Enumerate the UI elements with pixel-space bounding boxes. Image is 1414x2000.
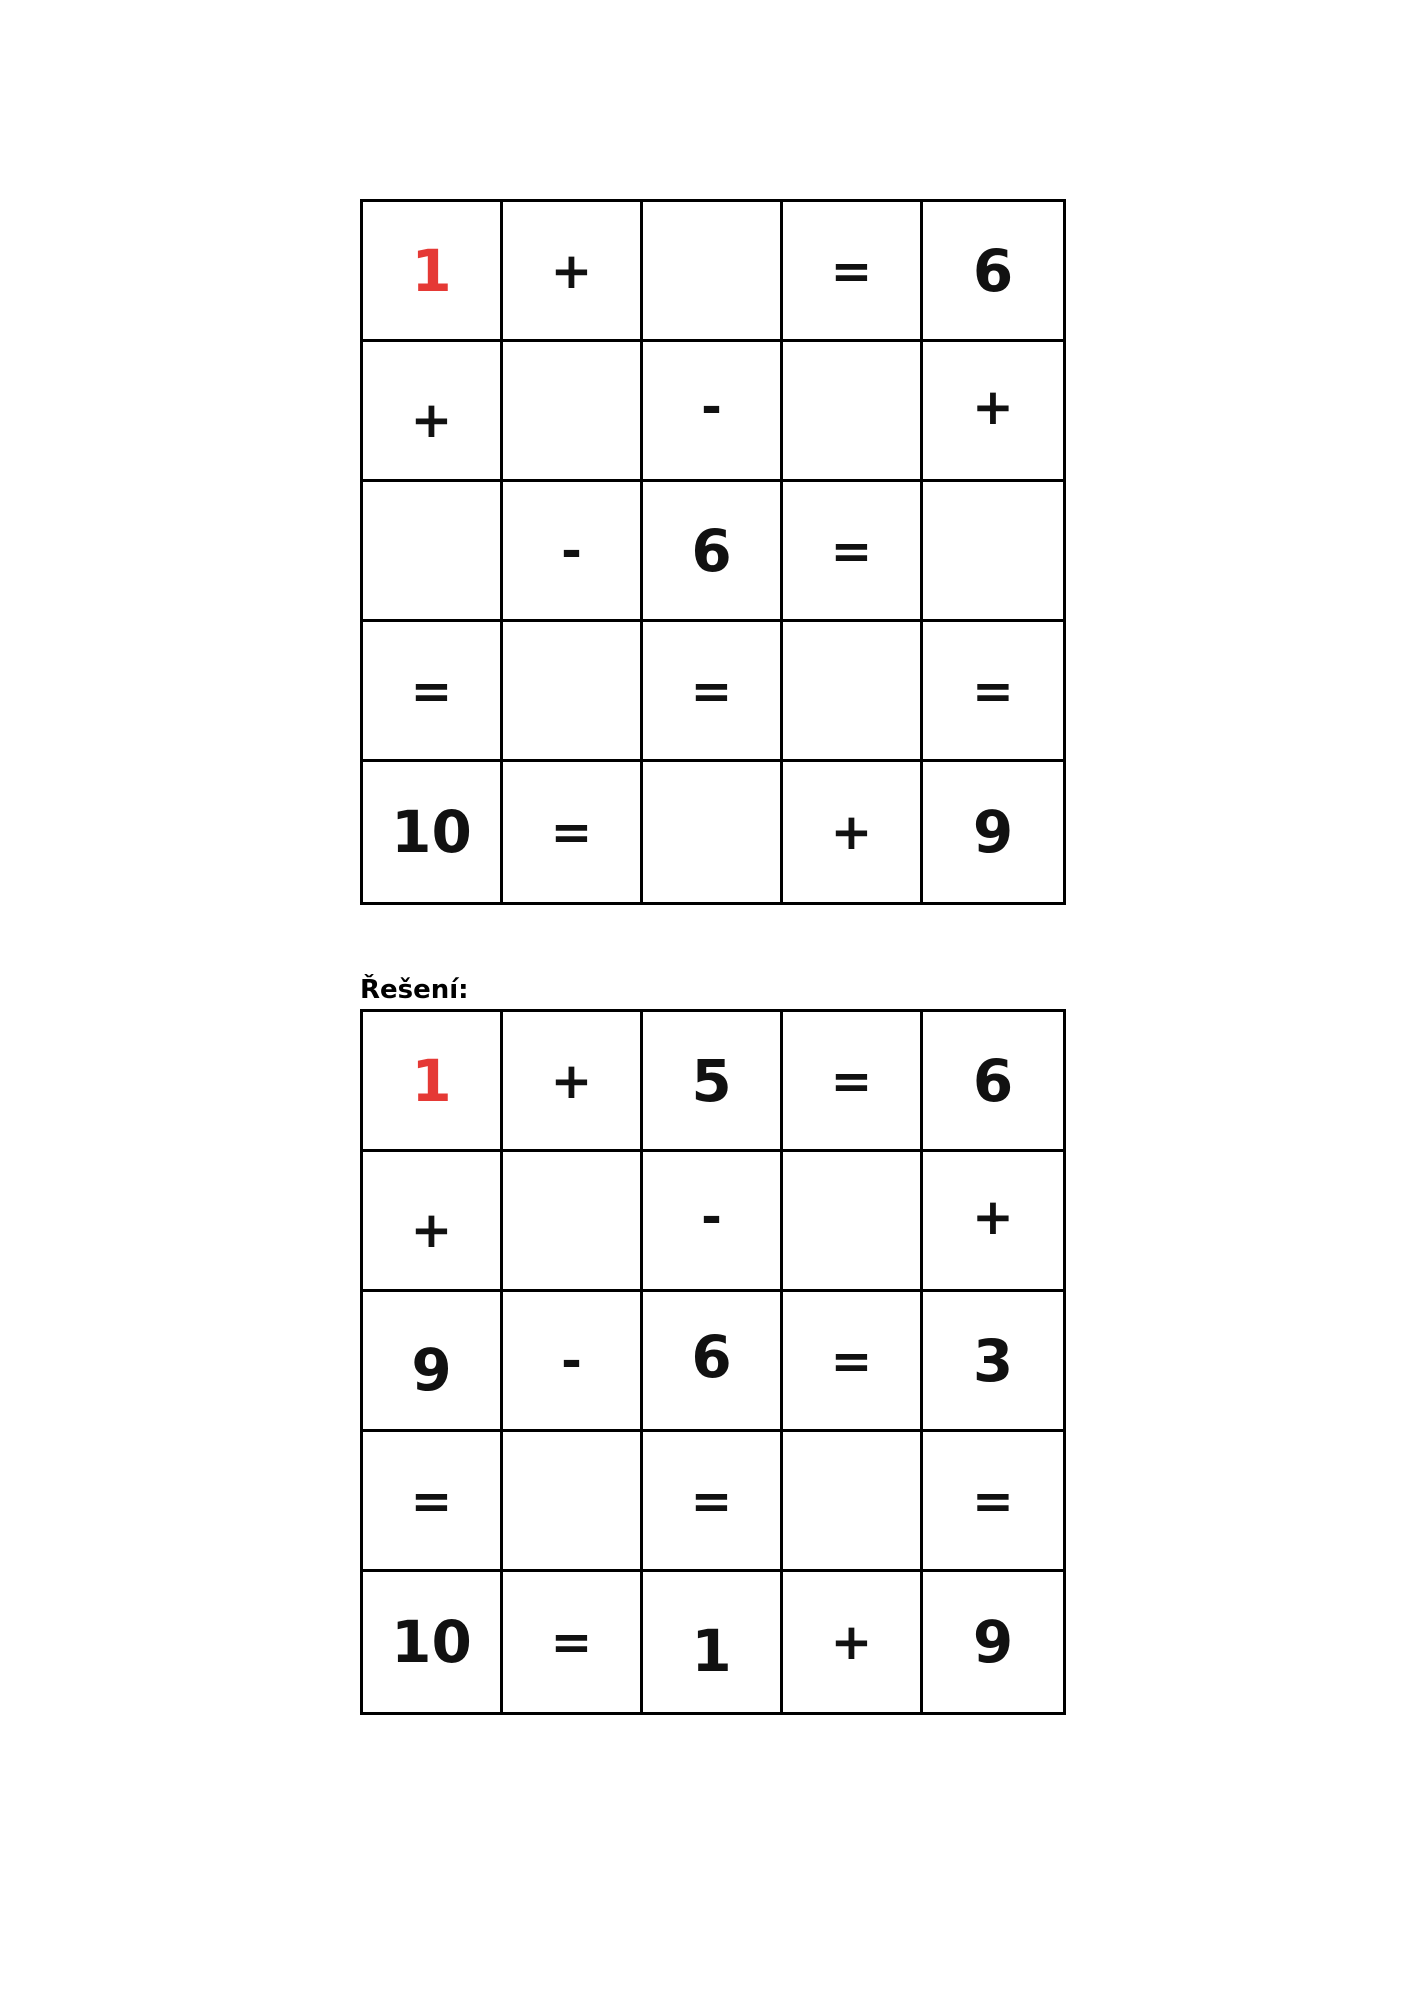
solution-cell-r4c3: = [643, 1432, 783, 1572]
puzzle-cell-r4c4 [783, 622, 923, 762]
solution-cell-r3c1: 9 [363, 1292, 503, 1432]
solution-cell-r1c2: + [503, 1012, 643, 1152]
solution-cell-r2c4 [783, 1152, 923, 1292]
solution-cell-r1c5: 6 [923, 1012, 1063, 1152]
puzzle-cell-r2c4 [783, 342, 923, 482]
puzzle-cell-r4c2 [503, 622, 643, 762]
puzzle-grid [360, 199, 1066, 905]
puzzle-cell-r3c4: = [783, 482, 923, 622]
solution-cell-r1c4: = [783, 1012, 923, 1152]
puzzle-cell-r2c3: - [643, 342, 783, 482]
solution-cell-r1c1: 1 [363, 1012, 503, 1152]
puzzle-cell-r2c2 [503, 342, 643, 482]
puzzle-cell-r3c3: 6 [643, 482, 783, 622]
solution-cell-r1c3: 5 [643, 1012, 783, 1152]
solution-cell-r3c2: - [503, 1292, 643, 1432]
puzzle-cell-r4c5: = [923, 622, 1063, 762]
solution-cell-r2c2 [503, 1152, 643, 1292]
solution-cell-r4c4 [783, 1432, 923, 1572]
puzzle-cell-r3c1[interactable] [363, 482, 503, 622]
solution-cell-r3c4: = [783, 1292, 923, 1432]
solution-grid [360, 1009, 1066, 1715]
puzzle-cell-r4c1: = [363, 622, 503, 762]
puzzle-cell-r1c1: 1 [363, 202, 503, 342]
solution-cell-r2c1: + [363, 1152, 503, 1292]
puzzle-cell-r2c1: + [363, 342, 503, 482]
solution-cell-r4c1: = [363, 1432, 503, 1572]
puzzle-cell-r5c3[interactable] [643, 762, 783, 902]
puzzle-cell-r1c2: + [503, 202, 643, 342]
puzzle-cell-r3c2: - [503, 482, 643, 622]
solution-cell-r5c2: = [503, 1572, 643, 1712]
puzzle-cell-r1c3[interactable] [643, 202, 783, 342]
solution-cell-r5c5: 9 [972, 1608, 1014, 1676]
puzzle-cell-r1c5: 6 [923, 202, 1063, 342]
solution-cell-r3c3: 6 [643, 1292, 783, 1432]
solution-label: Řešení: [360, 975, 469, 1005]
solution-cell-r5c3: 1 [643, 1572, 783, 1712]
puzzle-cell-r5c4: + [783, 762, 923, 902]
solution-cell-r2c3: - [643, 1152, 783, 1292]
solution-cell-r4c2 [503, 1432, 643, 1572]
puzzle-cell-r5c1: 10 [363, 762, 503, 902]
puzzle-cell-r5c5: 9 [972, 798, 1014, 866]
puzzle-cell-r4c3: = [643, 622, 783, 762]
solution-cell-r5c1: 10 [363, 1572, 503, 1712]
puzzle-cell-r2c5: + [923, 342, 1063, 482]
solution-cell-r4c5: = [923, 1432, 1063, 1572]
puzzle-cell-r5c2: = [503, 762, 643, 902]
puzzle-cell-r3c5[interactable] [923, 482, 1063, 622]
solution-cell-r3c5: 3 [923, 1292, 1063, 1432]
solution-cell-r2c5: + [923, 1152, 1063, 1292]
puzzle-cell-r1c4: = [783, 202, 923, 342]
solution-cell-r5c4: + [783, 1572, 923, 1712]
